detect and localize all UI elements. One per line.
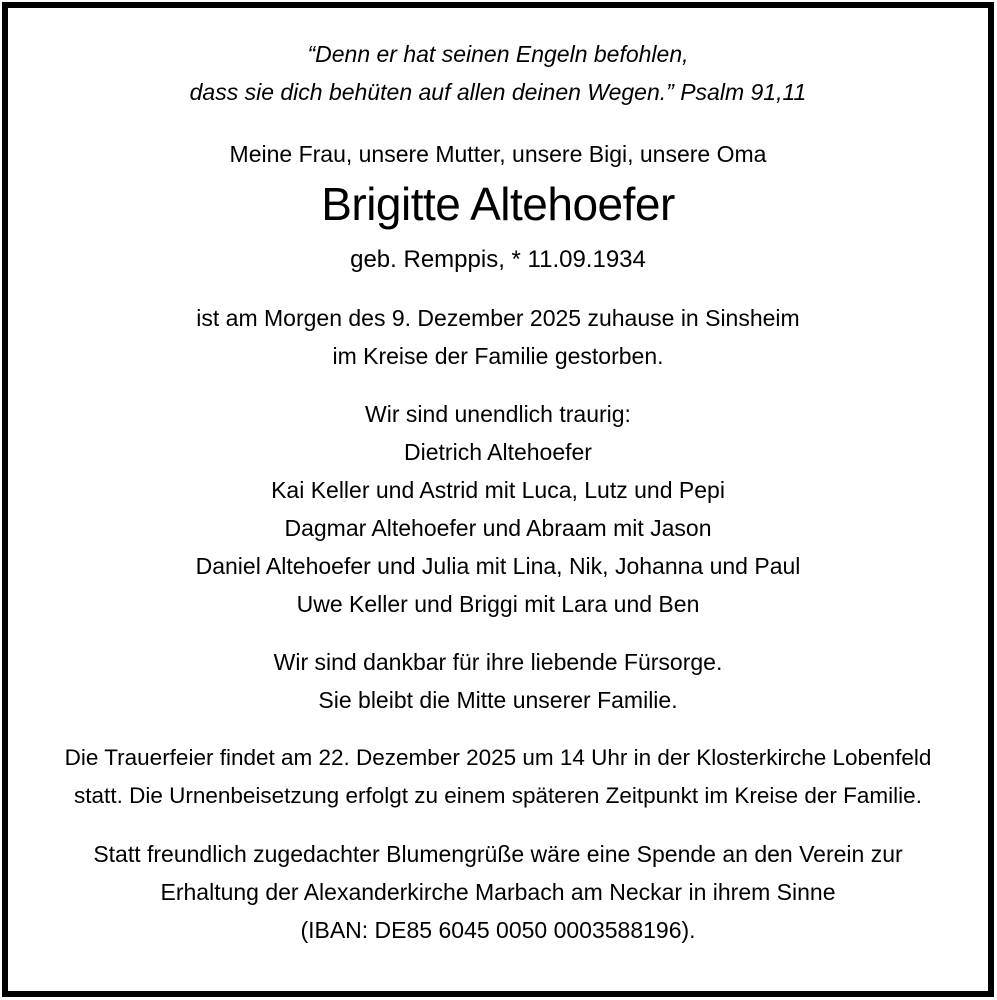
death-line-2: im Kreise der Familie gestorben. xyxy=(332,343,664,369)
funeral-line-1: Die Trauerfeier findet am 22. Dezember 2025 um 14 Uhr in der Klosterkirche Lobenfeld xyxy=(64,745,932,770)
donation-line-2: Erhaltung der Alexanderkirche Marbach am Neckar in ihrem Sinne xyxy=(160,879,836,905)
mourner-line-5: Uwe Keller und Briggi mit Lara und Ben xyxy=(296,591,700,617)
death-line-1: ist am Morgen des 9. Dezember 2025 zuhause in Sinsheim xyxy=(196,305,800,331)
donation-line-3: (IBAN: DE85 6045 0050 0003588196). xyxy=(300,917,696,943)
mourner-line-1: Dietrich Altehoefer xyxy=(404,439,592,465)
gratitude-line-1: Wir sind dankbar für ihre liebende Fürsorge. xyxy=(273,649,723,675)
mourner-line-3: Dagmar Altehoefer und Abraam mit Jason xyxy=(284,515,712,541)
gratitude-statement xyxy=(8,643,988,719)
birth-info: geb. Remppis, * 11.09.1934 xyxy=(350,246,646,273)
donation-line-1: Statt freundlich zugedachter Blumengrüße wäre eine Spende an den Verein zur xyxy=(93,841,903,867)
mourner-line-2: Kai Keller und Astrid mit Luca, Lutz und Pepi xyxy=(271,477,725,503)
gratitude-line-2: Sie bleibt die Mitte unserer Familie. xyxy=(318,687,678,713)
donation-info xyxy=(8,835,988,949)
quote-line-2: dass sie dich behüten auf allen deinen Wegen.” Psalm 91,11 xyxy=(189,79,807,105)
mourners-heading: Wir sind unendlich traurig: xyxy=(365,401,631,427)
deceased-name: Brigitte Altehoefer xyxy=(321,178,675,230)
death-statement xyxy=(8,299,988,375)
page-frame xyxy=(2,2,994,997)
mourner-line-4: Daniel Altehoefer und Julia mit Lina, Nik, Johanna und Paul xyxy=(195,553,801,579)
relation-intro: Meine Frau, unsere Mutter, unsere Bigi, unsere Oma xyxy=(229,141,767,167)
bible-quote xyxy=(8,35,988,111)
quote-line-1: “Denn er hat seinen Engeln befohlen, xyxy=(307,41,689,67)
notice-content xyxy=(8,8,988,949)
mourners-list xyxy=(8,395,988,623)
funeral-info xyxy=(8,739,988,815)
funeral-line-2: statt. Die Urnenbeisetzung erfolgt zu einem späteren Zeitpunkt im Kreise der Familie. xyxy=(74,783,922,808)
